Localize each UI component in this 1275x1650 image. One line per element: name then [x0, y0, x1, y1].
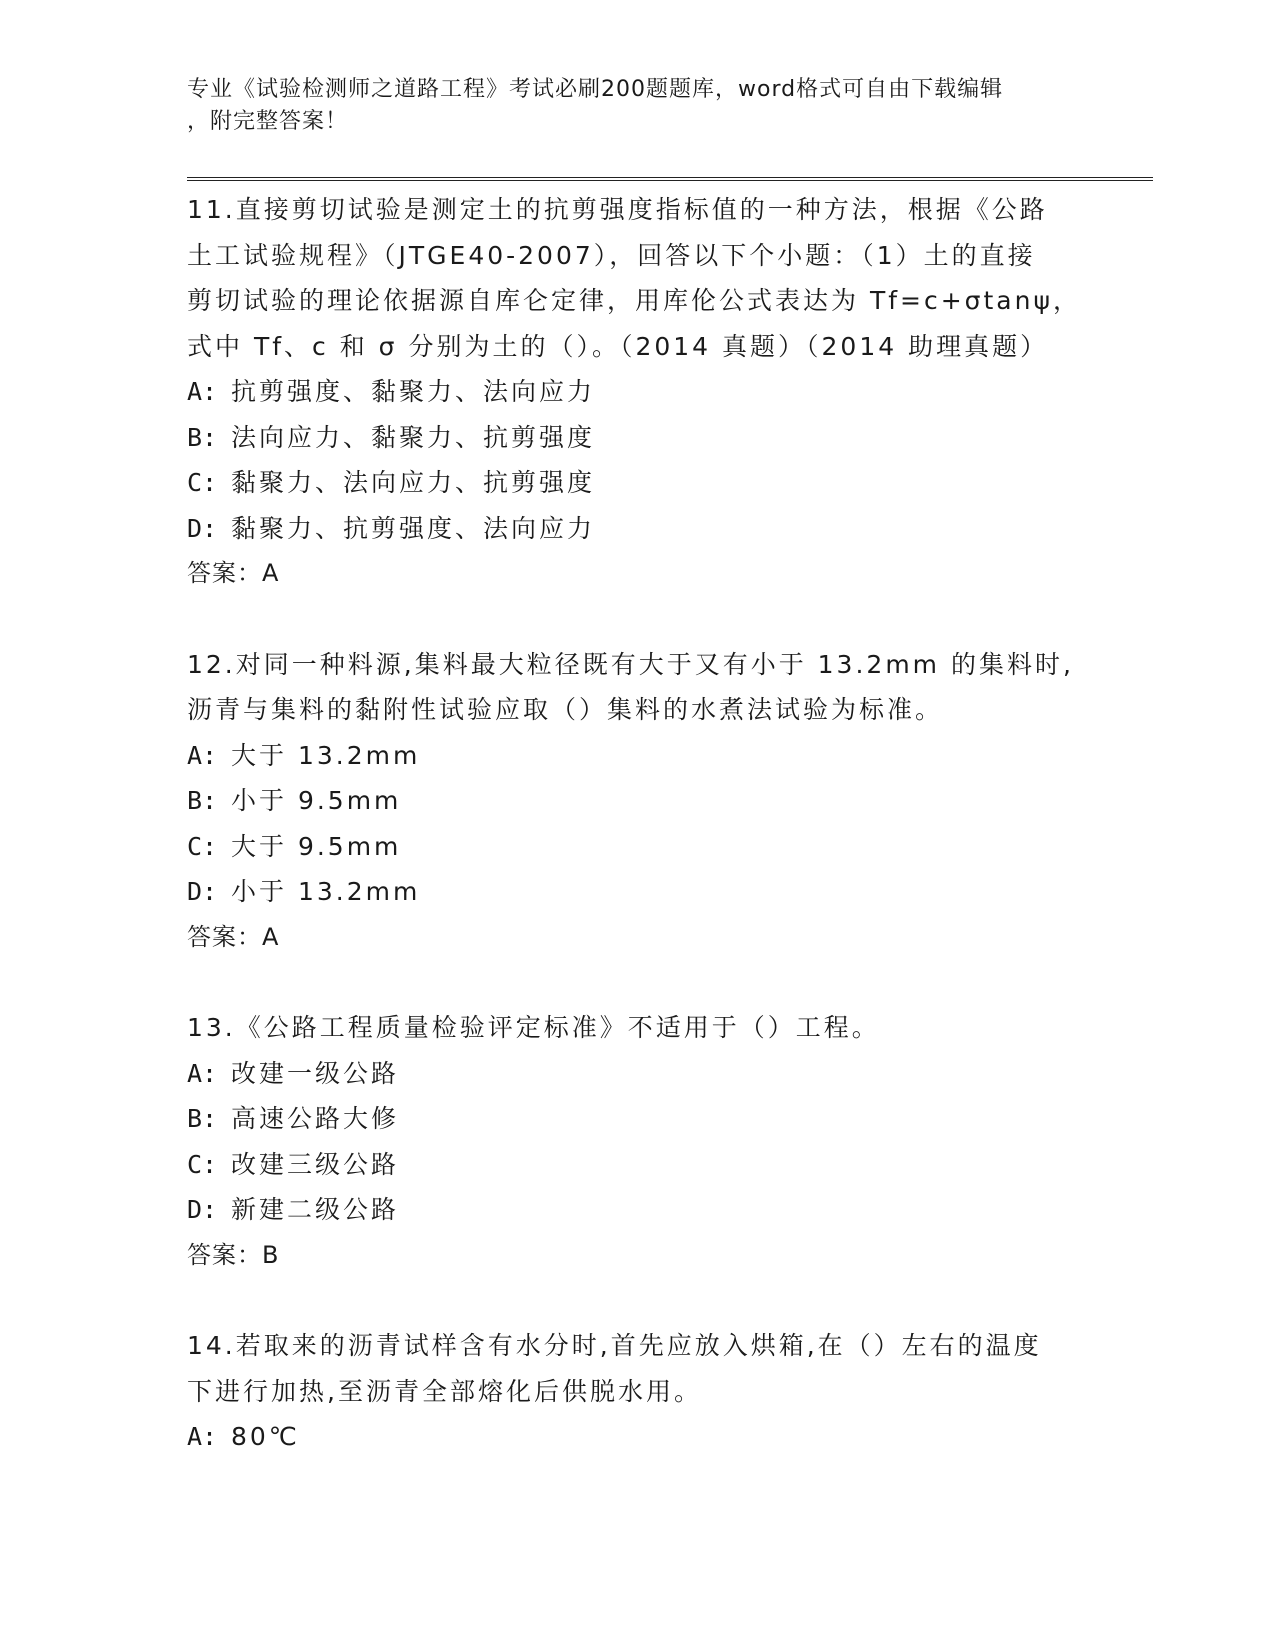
- option-text: 小于 9.5mm: [231, 786, 402, 815]
- option-text: 改建一级公路: [231, 1058, 400, 1088]
- document-header: [187, 74, 1087, 138]
- option-key: A:: [187, 1058, 218, 1088]
- answer-line: 答案：A: [187, 559, 280, 587]
- option-a: [187, 1414, 1087, 1460]
- option-key: A:: [187, 1422, 218, 1451]
- question-text-line: 剪切试验的理论依据源自库仑定律，用库伦公式表达为 Tf=c+σtanψ，: [187, 286, 1081, 315]
- question-text-line: 土工试验规程》（JTGE40-2007），回答以下个小题：（1）土的直接: [187, 240, 1036, 270]
- option-a: [187, 1051, 1087, 1097]
- option-c: [187, 460, 1087, 506]
- option-key: C:: [187, 1149, 218, 1179]
- option-key: C:: [187, 468, 218, 497]
- question-12: [187, 642, 1087, 961]
- option-text: 高速公路大修: [231, 1104, 400, 1133]
- question-text-line: 12.对同一种料源,集料最大粒径既有大于又有小于 13.2mm 的集料时,: [187, 649, 1074, 679]
- option-text: 小于 13.2mm: [231, 877, 421, 906]
- option-text: 80℃: [231, 1422, 300, 1451]
- option-key: B:: [187, 422, 218, 452]
- option-c: [187, 1142, 1087, 1188]
- option-text: 新建二级公路: [231, 1195, 400, 1224]
- option-key: B:: [187, 1104, 218, 1133]
- spacer: [187, 597, 1087, 642]
- question-text-line: 14.若取来的沥青试样含有水分时,首先应放入烘箱,在（）左右的温度: [187, 1331, 1042, 1360]
- question-text-line: 下进行加热,至沥青全部熔化后供脱水用。: [187, 1376, 702, 1406]
- option-text: 大于 13.2mm: [231, 740, 421, 770]
- option-text: 法向应力、黏聚力、抗剪强度: [231, 422, 596, 452]
- option-b: [187, 415, 1087, 461]
- option-key: D:: [187, 1195, 218, 1224]
- option-key: A:: [187, 740, 218, 770]
- question-13: [187, 1005, 1087, 1278]
- option-b: [187, 778, 1087, 824]
- option-key: B:: [187, 786, 218, 815]
- option-key: D:: [187, 513, 218, 543]
- answer-line: 答案：B: [187, 1240, 280, 1269]
- header-line-2: ，附完整答案！: [187, 109, 349, 134]
- option-a: [187, 733, 1087, 779]
- option-key: C:: [187, 831, 218, 861]
- question-text-line: 式中 Tf、c 和 σ 分别为土的（）。（2014 真题）（2014 助理真题）: [187, 331, 1049, 361]
- question-text-line: 沥青与集料的黏附性试验应取（）集料的水煮法试验为标准。: [187, 695, 944, 724]
- spacer: [187, 960, 1087, 1005]
- option-d: [187, 506, 1087, 552]
- option-b: [187, 1096, 1087, 1142]
- option-c: [187, 824, 1087, 870]
- question-text-line: 11.直接剪切试验是测定土的抗剪强度指标值的一种方法，根据《公路: [187, 195, 1048, 224]
- option-text: 抗剪强度、黏聚力、法向应力: [231, 377, 596, 406]
- option-text: 黏聚力、抗剪强度、法向应力: [231, 513, 596, 543]
- header-divider: [187, 177, 1153, 181]
- question-text-line: 13.《公路工程质量检验评定标准》不适用于（）工程。: [187, 1013, 880, 1042]
- option-text: 黏聚力、法向应力、抗剪强度: [231, 468, 596, 497]
- spacer: [187, 1278, 1087, 1323]
- option-a: [187, 369, 1087, 415]
- question-list: [187, 187, 1087, 1460]
- option-d: [187, 869, 1087, 915]
- question-14: [187, 1323, 1087, 1460]
- option-text: 大于 9.5mm: [231, 831, 402, 861]
- option-d: [187, 1187, 1087, 1233]
- header-line-1: 专业《试验检测师之道路工程》考试必刷200题题库，word格式可自由下载编辑: [187, 77, 1004, 102]
- option-key: A:: [187, 377, 218, 406]
- option-text: 改建三级公路: [231, 1149, 400, 1179]
- option-key: D:: [187, 877, 218, 906]
- question-11: [187, 187, 1087, 597]
- answer-line: 答案：A: [187, 922, 280, 951]
